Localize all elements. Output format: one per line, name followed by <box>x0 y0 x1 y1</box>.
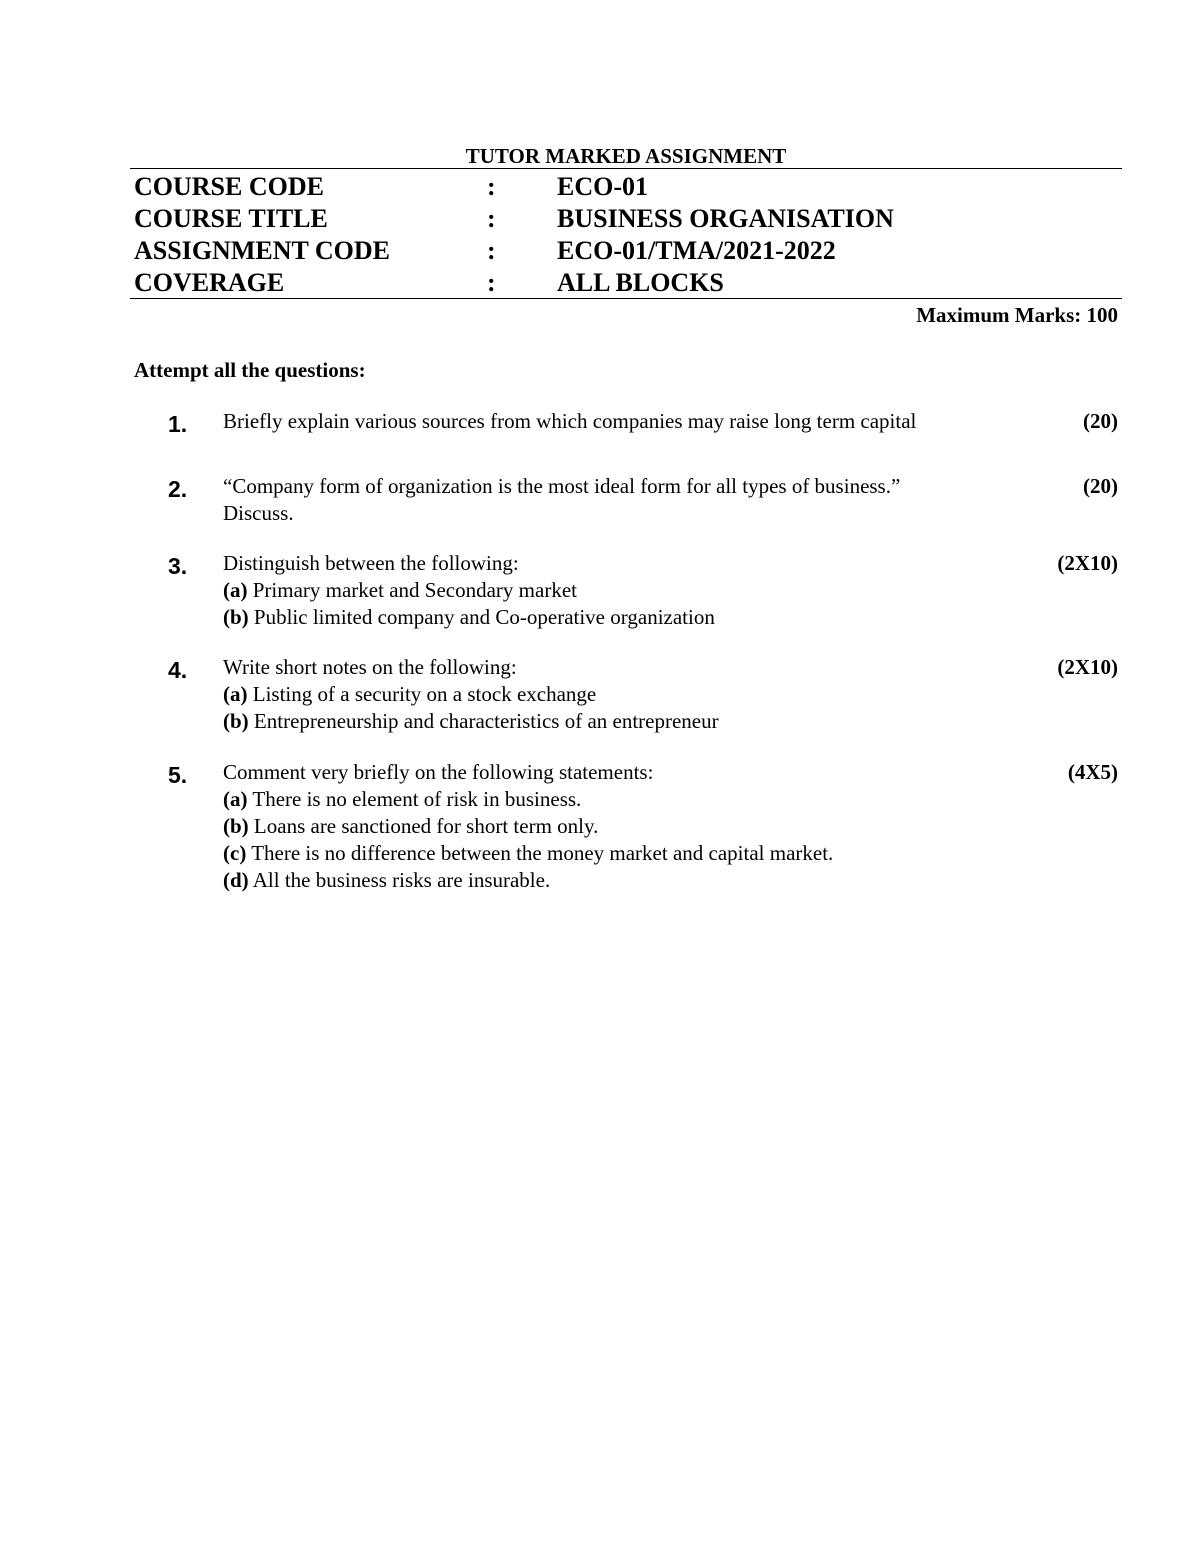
info-value: BUSINESS ORGANISATION <box>557 204 894 233</box>
sub-question <box>223 840 1013 867</box>
question-body <box>223 473 1013 527</box>
sub-question-label: (a) <box>223 578 248 602</box>
sub-question-label: (d) <box>223 868 249 892</box>
info-value: ECO-01 <box>557 172 648 201</box>
question-text-continued: Discuss. <box>223 501 294 525</box>
question-text: Write short notes on the following: <box>223 655 517 679</box>
sub-question-text: Entrepreneurship and characteristics of an entrepreneur <box>253 709 719 733</box>
question-body <box>223 550 1013 631</box>
question-marks: (2X10) <box>1057 551 1118 575</box>
question-number: 4. <box>168 657 188 683</box>
page-title: TUTOR MARKED ASSIGNMENT <box>465 144 787 168</box>
header-top-rule <box>130 168 1122 169</box>
question-text: Distinguish between the following: <box>223 551 519 575</box>
question-text: Comment very briefly on the following statements: <box>223 760 654 784</box>
info-colon: : <box>487 236 496 265</box>
info-label: COURSE TITLE <box>134 204 328 233</box>
info-label: COVERAGE <box>134 268 285 297</box>
sub-question-label: (c) <box>223 841 247 865</box>
sub-question-text: Primary market and Secondary market <box>252 578 577 602</box>
header-bottom-rule <box>130 298 1122 299</box>
sub-question-text: All the business risks are insurable. <box>252 868 551 892</box>
sub-question-label: (b) <box>223 814 249 838</box>
info-colon: : <box>487 204 496 233</box>
sub-question-text: Listing of a security on a stock exchange <box>252 682 597 706</box>
question-number: 5. <box>168 762 188 788</box>
sub-question-text: Loans are sanctioned for short term only. <box>253 814 599 838</box>
sub-question-label: (a) <box>223 787 248 811</box>
maximum-marks: Maximum Marks: 100 <box>916 303 1118 327</box>
sub-question <box>223 604 1013 631</box>
sub-question-label: (b) <box>223 605 249 629</box>
question-number: 3. <box>168 553 188 579</box>
question-marks: (2X10) <box>1057 655 1118 679</box>
question-marks: (20) <box>1083 409 1118 433</box>
sub-question-text: Public limited company and Co-operative organization <box>253 605 715 629</box>
info-colon: : <box>487 172 496 201</box>
sub-question-label: (a) <box>223 682 248 706</box>
sub-question-label: (b) <box>223 709 249 733</box>
sub-question <box>223 708 1013 735</box>
sub-question <box>223 867 1013 894</box>
info-label: COURSE CODE <box>134 172 324 201</box>
sub-question <box>223 681 1013 708</box>
sub-question <box>223 813 1013 840</box>
question-body <box>223 654 1013 735</box>
info-value: ECO-01/TMA/2021-2022 <box>557 236 836 265</box>
question-text: Briefly explain various sources from which companies may raise long term capital <box>223 409 917 433</box>
sub-question-text: There is no difference between the money market and capital market. <box>251 841 834 865</box>
question-text: “Company form of organization is the most ideal form for all types of business.” <box>223 474 901 498</box>
question-number: 1. <box>168 411 188 437</box>
question-marks: (4X5) <box>1067 760 1118 784</box>
sub-question <box>223 786 1013 813</box>
question-body <box>223 759 1013 894</box>
info-value: ALL BLOCKS <box>557 268 724 297</box>
question-body <box>223 408 1013 435</box>
info-colon: : <box>487 268 496 297</box>
sub-question <box>223 577 1013 604</box>
info-label: ASSIGNMENT CODE <box>134 236 390 265</box>
question-number: 2. <box>168 476 188 502</box>
sub-question-text: There is no element of risk in business. <box>252 787 582 811</box>
question-marks: (20) <box>1083 474 1118 498</box>
instruction: Attempt all the questions: <box>134 358 366 382</box>
